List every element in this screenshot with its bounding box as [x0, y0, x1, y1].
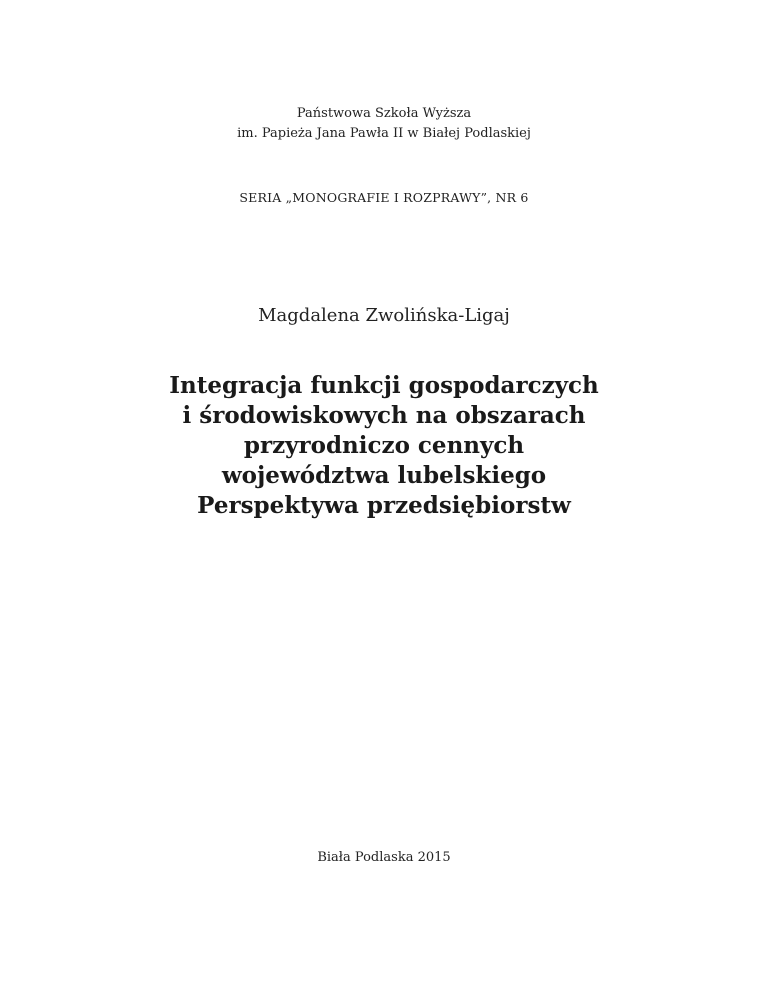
series-label: SERIA „MONOGRAFIE I ROZPRAWY”, NR 6: [239, 190, 529, 205]
institution-name-line: Państwowa Szkoła Wyższa: [296, 106, 472, 121]
place-and-year: Biała Podlaska 2015: [317, 850, 451, 865]
institution-patron-line: im. Papieża Jana Pawła II w Białej Podlaskiej: [237, 126, 531, 141]
title-line: Integracja funkcji gospodarczych: [169, 372, 599, 399]
title-line: województwa lubelskiego: [221, 462, 547, 489]
book-title: [0, 371, 768, 521]
publisher-institution: [0, 104, 768, 144]
title-line: Perspektywa przedsiębiorstw: [197, 492, 571, 519]
title-line: przyrodniczo cennych: [243, 432, 525, 459]
author-name: Magdalena Zwolińska-Ligaj: [258, 305, 510, 326]
title-line: i środowiskowych na obszarach: [182, 402, 586, 429]
